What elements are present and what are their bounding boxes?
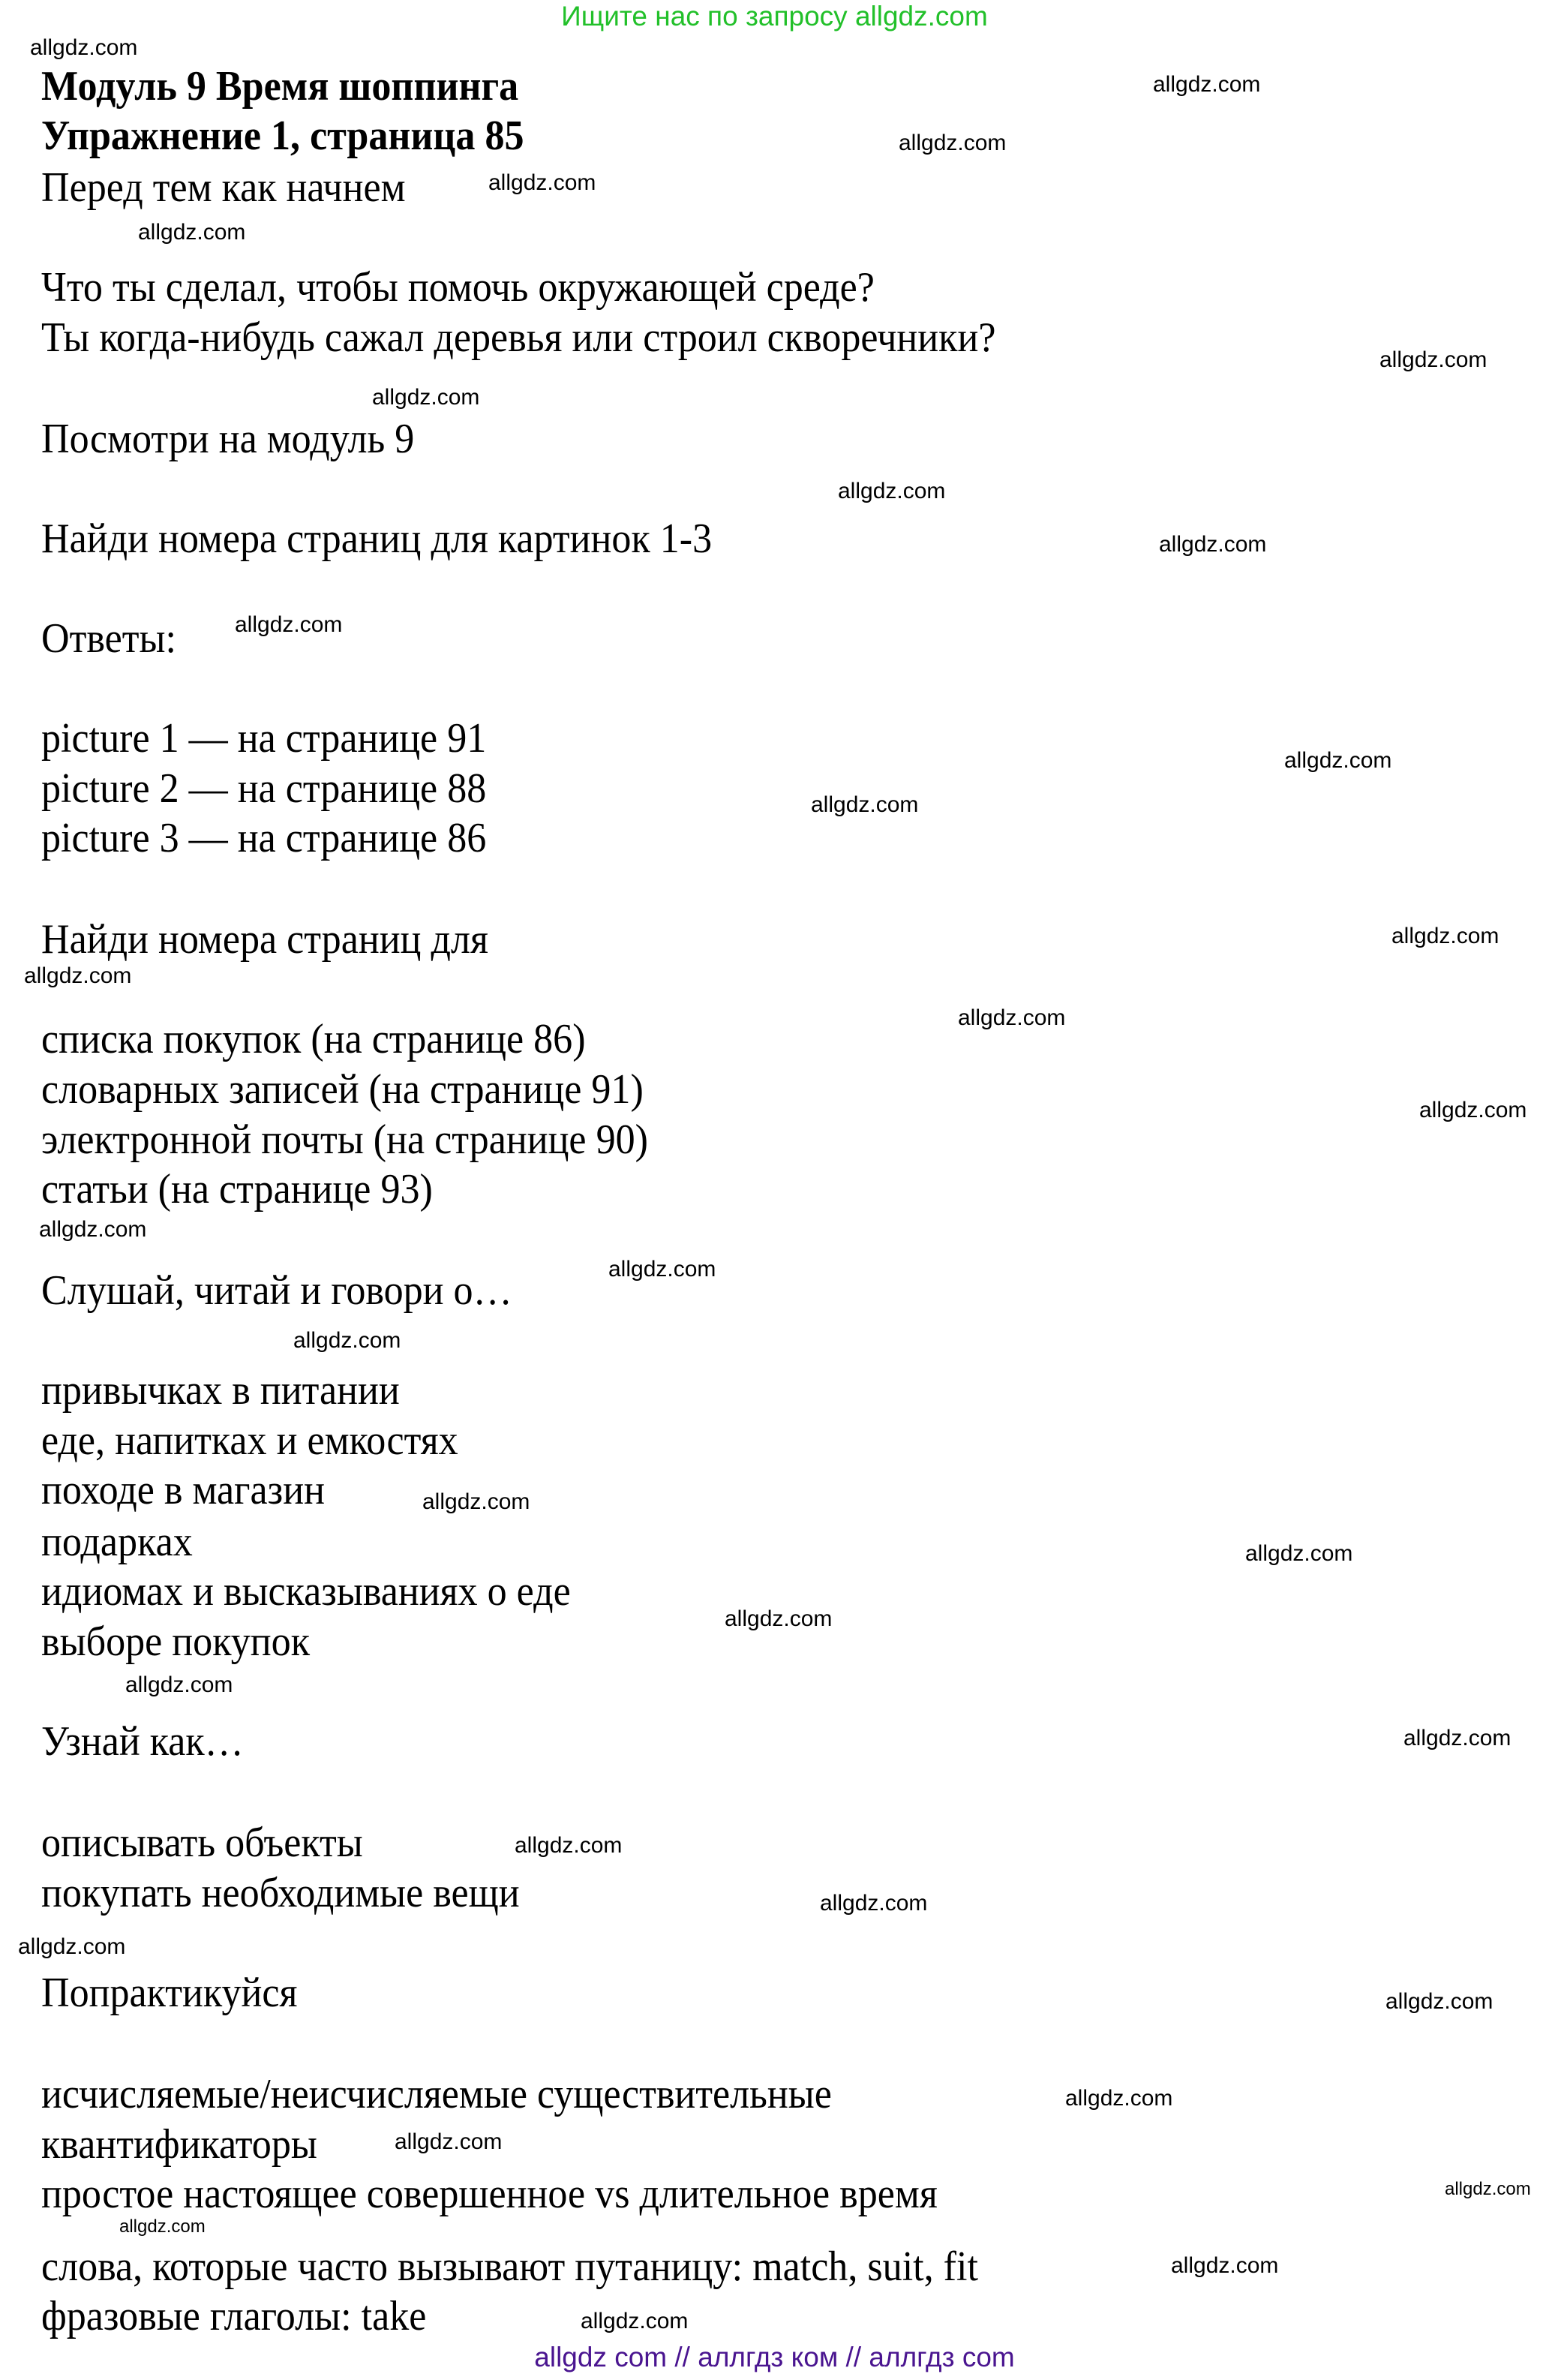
text-line: идиомах и высказываниях о еде (41, 1568, 571, 1615)
text-line: Узнай как… (41, 1718, 244, 1765)
watermark: allgdz.com (1419, 1098, 1527, 1122)
text-line: привычках в питании (41, 1367, 400, 1414)
text-line: электронной почты (на странице 90) (41, 1116, 648, 1163)
text-line: исчисляемые/неисчисляемые существительные (41, 2071, 832, 2117)
text-line: Ты когда-нибудь сажал деревья или строил скворечники? (41, 314, 996, 361)
watermark: allgdz.com (899, 131, 1007, 155)
watermark: allgdz.com (1284, 748, 1392, 773)
watermark: allgdz.com (1153, 72, 1261, 97)
text-line: Что ты сделал, чтобы помочь окружающей среде? (41, 264, 875, 311)
watermark: allgdz.com (515, 1833, 623, 1858)
watermark: allgdz.com (18, 1934, 126, 1959)
text-line: еде, напитках и емкостях (41, 1417, 458, 1464)
watermark: allgdz.com (488, 170, 596, 195)
text-line: описывать объекты (41, 1820, 363, 1866)
text-line: слова, которые часто вызывают путаницу: match, suit, fit (41, 2243, 978, 2290)
text-line: простое настоящее совершенное vs длительное время (41, 2171, 938, 2217)
watermark: allgdz.com (138, 220, 246, 245)
watermark: allgdz.com (1171, 2253, 1279, 2278)
text-line: покупать необходимые вещи (41, 1870, 520, 1916)
bottom-site-banner[interactable]: allgdz com // аллгдз ком // аллгдз com (534, 2342, 1015, 2372)
text-line: словарных записей (на странице 91) (41, 1066, 644, 1113)
watermark: allgdz.com (838, 479, 946, 503)
watermark: allgdz.com (1403, 1726, 1511, 1750)
watermark: allgdz.com (293, 1328, 401, 1353)
watermark: allgdz.com (395, 2129, 503, 2154)
text-line: picture 2 — на странице 88 (41, 765, 487, 812)
watermark: allgdz.com (581, 2309, 689, 2333)
heading: Упражнение 1, страница 85 (41, 113, 524, 159)
text-line: выборе покупок (41, 1618, 311, 1665)
text-line: статьи (на странице 93) (41, 1166, 433, 1213)
text-line: походе в магазин (41, 1467, 325, 1513)
watermark: allgdz.com (1445, 2179, 1531, 2199)
text-line: Ответы: (41, 615, 176, 662)
watermark: allgdz.com (1391, 924, 1499, 948)
text-line: picture 3 — на странице 86 (41, 815, 487, 861)
text-line: Попрактикуйся (41, 1970, 298, 2016)
watermark: allgdz.com (725, 1606, 833, 1631)
watermark: allgdz.com (235, 612, 343, 637)
watermark: allgdz.com (1379, 347, 1487, 372)
watermark: allgdz.com (1159, 532, 1267, 557)
text-line: Перед тем как начнем (41, 164, 406, 211)
text-line: подарках (41, 1519, 193, 1565)
watermark: allgdz.com (422, 1489, 530, 1514)
watermark: allgdz.com (820, 1891, 928, 1916)
watermark: allgdz.com (608, 1257, 716, 1282)
watermark: allgdz.com (119, 2216, 206, 2237)
text-line: Найди номера страниц для картинок 1-3 (41, 515, 713, 562)
text-line: фразовые глаголы: take (41, 2293, 427, 2339)
text-line: квантификаторы (41, 2121, 317, 2168)
text-line: списка покупок (на странице 86) (41, 1016, 586, 1062)
text-line: Найди номера страниц для (41, 916, 488, 963)
watermark: allgdz.com (1385, 1989, 1493, 2014)
text-line: Посмотри на модуль 9 (41, 416, 415, 462)
watermark: allgdz.com (39, 1217, 147, 1242)
watermark: allgdz.com (811, 792, 919, 817)
watermark: allgdz.com (1065, 2086, 1173, 2111)
watermark: allgdz.com (958, 1005, 1066, 1030)
heading: Модуль 9 Время шоппинга (41, 63, 519, 110)
text-line: Слушай, читай и говори о… (41, 1267, 512, 1314)
watermark: allgdz.com (125, 1672, 233, 1697)
text-line: picture 1 — на странице 91 (41, 715, 487, 762)
top-search-banner[interactable]: Ищите нас по запросу allgdz.com (561, 1, 988, 32)
watermark: allgdz.com (1245, 1541, 1353, 1566)
watermark: allgdz.com (24, 963, 132, 988)
watermark: allgdz.com (30, 35, 138, 60)
watermark: allgdz.com (372, 385, 480, 410)
